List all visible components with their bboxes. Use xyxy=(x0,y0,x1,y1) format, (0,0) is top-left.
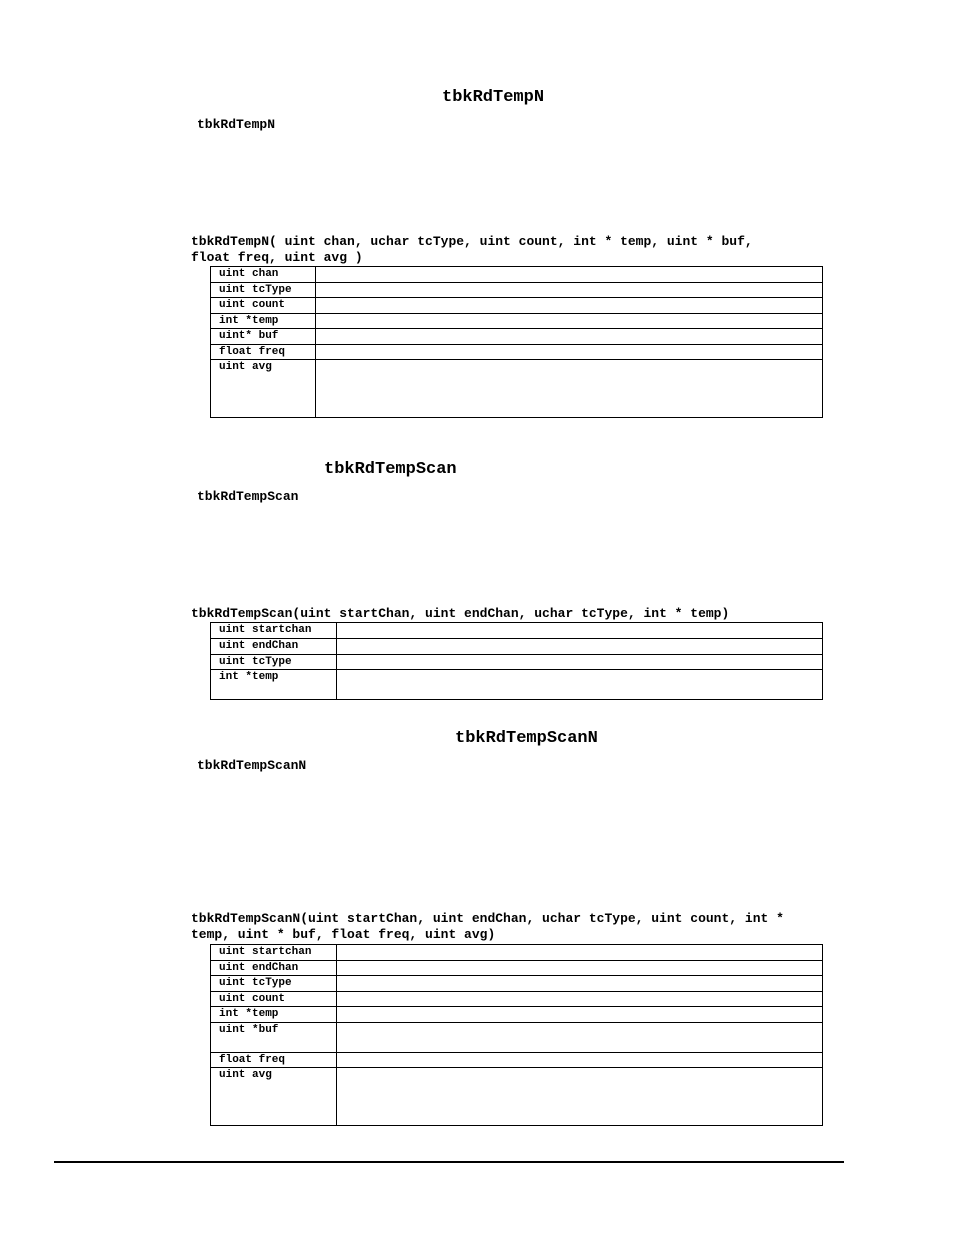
parameter-table-tbkRdTempN xyxy=(210,266,823,418)
param-description xyxy=(337,639,823,655)
param-description xyxy=(337,1023,823,1053)
function-name-tbkRdTempN: tbkRdTempN xyxy=(197,117,276,132)
param-name: uint endChan xyxy=(211,639,337,655)
table-row xyxy=(211,345,823,360)
param-name: uint tcType xyxy=(211,655,337,670)
signature-line: tbkRdTempN( uint chan, uchar tcType, uint count, int * temp, uint * buf, xyxy=(191,234,753,249)
table-row xyxy=(211,267,823,283)
parameter-table-tbkRdTempScanN xyxy=(210,944,823,1126)
table-row xyxy=(211,670,823,700)
param-name: uint *buf xyxy=(211,1023,337,1053)
param-description xyxy=(337,655,823,670)
footer-rule xyxy=(54,1161,844,1163)
table-row xyxy=(211,1053,823,1068)
table-row xyxy=(211,1068,823,1126)
table-row xyxy=(211,655,823,670)
table-row xyxy=(211,992,823,1007)
table-row xyxy=(211,623,823,639)
table-row xyxy=(211,639,823,655)
param-name: uint avg xyxy=(211,360,316,418)
param-description xyxy=(316,329,823,345)
function-name-tbkRdTempScan: tbkRdTempScan xyxy=(197,489,299,504)
param-description xyxy=(337,1068,823,1126)
param-description xyxy=(337,976,823,992)
param-description xyxy=(337,623,823,639)
param-name: int *temp xyxy=(211,1007,337,1023)
param-description xyxy=(316,283,823,298)
param-description xyxy=(316,360,823,418)
param-name: int *temp xyxy=(211,314,316,329)
signature-line: tbkRdTempScanN(uint startChan, uint endChan, uchar tcType, uint count, int * xyxy=(191,911,784,926)
param-name: uint startchan xyxy=(211,623,337,639)
section-heading-tbkRdTempScanN: tbkRdTempScanN xyxy=(455,729,598,748)
param-description xyxy=(337,961,823,976)
param-name: uint startchan xyxy=(211,945,337,961)
param-name: uint chan xyxy=(211,267,316,283)
function-signature xyxy=(191,606,729,622)
param-name: float freq xyxy=(211,345,316,360)
param-description xyxy=(316,298,823,314)
parameter-table-tbkRdTempScan xyxy=(210,622,823,700)
signature-line: float freq, uint avg ) xyxy=(191,250,363,265)
param-description xyxy=(337,945,823,961)
param-name: int *temp xyxy=(211,670,337,700)
param-description xyxy=(337,1007,823,1023)
table-row xyxy=(211,314,823,329)
param-name: uint tcType xyxy=(211,976,337,992)
function-signature xyxy=(191,234,753,266)
param-description xyxy=(337,1053,823,1068)
param-description xyxy=(316,314,823,329)
param-description xyxy=(316,345,823,360)
signature-line: tbkRdTempScan(uint startChan, uint endChan, uchar tcType, int * temp) xyxy=(191,606,730,621)
table-row xyxy=(211,976,823,992)
function-name-tbkRdTempScanN: tbkRdTempScanN xyxy=(197,758,307,773)
table-row xyxy=(211,329,823,345)
param-name: uint avg xyxy=(211,1068,337,1126)
table-row xyxy=(211,298,823,314)
table-row xyxy=(211,360,823,418)
signature-line: temp, uint * buf, float freq, uint avg) xyxy=(191,927,496,942)
table-row xyxy=(211,961,823,976)
param-description xyxy=(337,670,823,700)
table-row xyxy=(211,1007,823,1023)
param-name: uint count xyxy=(211,298,316,314)
table-row xyxy=(211,1023,823,1053)
function-signature xyxy=(191,911,784,943)
param-description xyxy=(337,992,823,1007)
section-heading-tbkRdTempN: tbkRdTempN xyxy=(442,88,545,107)
table-row xyxy=(211,283,823,298)
param-name: float freq xyxy=(211,1053,337,1068)
param-name: uint tcType xyxy=(211,283,316,298)
table-row xyxy=(211,945,823,961)
param-description xyxy=(316,267,823,283)
param-name: uint endChan xyxy=(211,961,337,976)
param-name: uint count xyxy=(211,992,337,1007)
section-heading-tbkRdTempScan: tbkRdTempScan xyxy=(324,460,457,479)
param-name: uint* buf xyxy=(211,329,316,345)
